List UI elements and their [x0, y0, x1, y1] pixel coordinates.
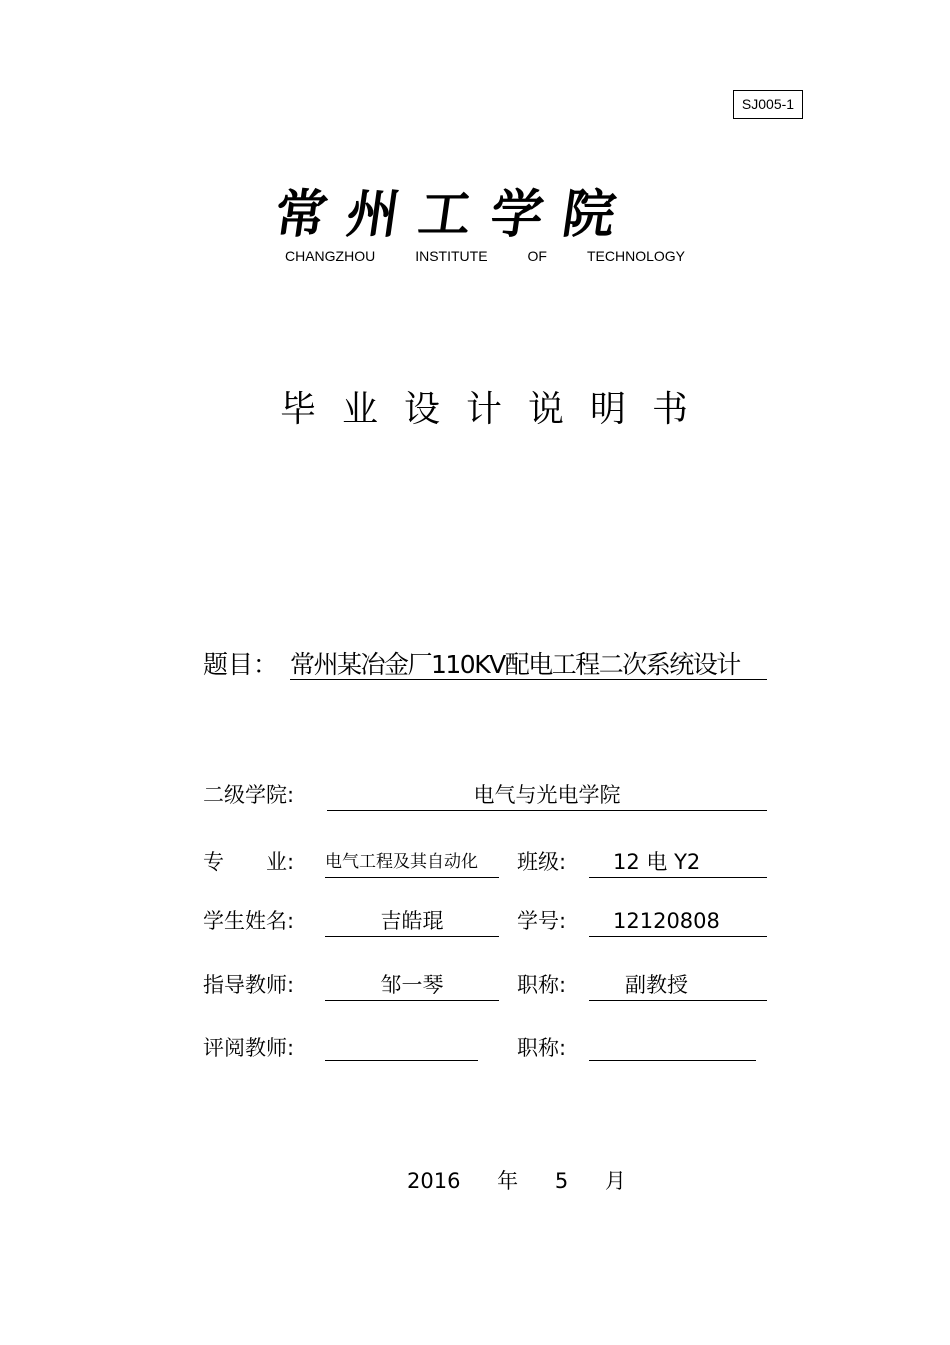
class-value-text: 12 电 Y2 [613, 850, 701, 874]
class-label: 班级: [517, 850, 567, 874]
student-name-label: 学生姓名: [203, 909, 295, 933]
major-label: 专 业: [203, 850, 295, 874]
reviewer-title-value [589, 1030, 756, 1061]
school-name-word: INSTITUTE [415, 248, 488, 264]
college-value: 电气与光电学院 [327, 780, 767, 811]
topic-value: 常州某冶金厂110KV配电工程二次系统设计 [290, 645, 767, 680]
college-label: 二级学院: [203, 783, 295, 807]
advisor-title-value [589, 970, 767, 1001]
advisor-value: 邹一琴 [325, 970, 499, 1001]
student-id-label: 学号: [517, 909, 567, 933]
date-year: 2016 [407, 1169, 461, 1193]
class-value [589, 847, 767, 878]
reviewer-value [325, 1030, 478, 1061]
reviewer-title-label: 职称: [517, 1036, 567, 1060]
school-name-english [285, 247, 685, 265]
date-month-unit: 月 [604, 1169, 626, 1193]
advisor-title-text: 副教授 [625, 973, 688, 997]
topic-label: 题目： [203, 650, 279, 679]
student-name-value: 吉皓琨 [325, 906, 499, 937]
student-id-text: 12120808 [613, 909, 720, 933]
school-logo-chinese: 常州工学院 [270, 184, 640, 245]
advisor-label: 指导教师: [203, 973, 295, 997]
document-date [407, 1166, 626, 1196]
school-name-word: OF [527, 248, 547, 264]
school-name-word: TECHNOLOGY [586, 248, 685, 264]
advisor-title-label: 职称: [517, 973, 567, 997]
school-name-word: CHANGZHOU [285, 248, 376, 264]
date-month: 5 [554, 1169, 569, 1193]
date-year-unit: 年 [497, 1169, 519, 1193]
document-code: SJ005-1 [733, 90, 803, 119]
student-id-value [589, 906, 767, 937]
major-value: 电气工程及其自动化 [325, 847, 499, 878]
reviewer-label: 评阅教师: [203, 1036, 295, 1060]
document-title: 毕业设计说明书 [280, 389, 715, 430]
